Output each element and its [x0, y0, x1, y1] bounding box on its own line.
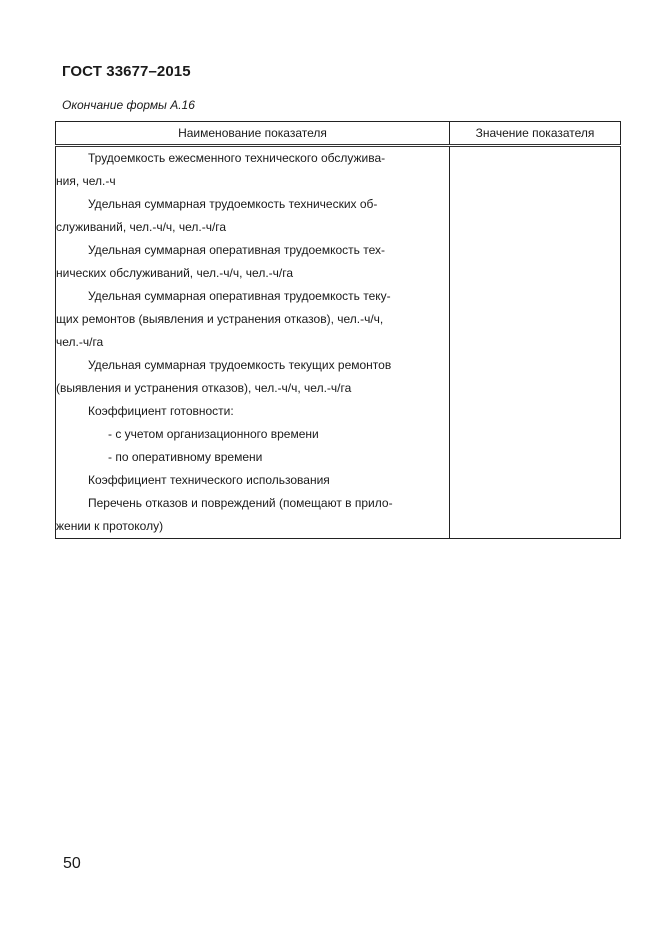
- table-row: [56, 146, 621, 539]
- indicator-line: Удельная суммарная оперативная трудоемкость теку-: [88, 289, 391, 303]
- table-caption: Окончание формы А.16: [62, 98, 195, 112]
- table-header-row: [56, 122, 621, 146]
- indicator-line: Коэффициент готовности:: [88, 404, 234, 418]
- indicator-value-cell: [450, 146, 621, 539]
- indicator-sub-line: - по оперативному времени: [108, 450, 263, 464]
- indicator-sub-line: - с учетом организационного времени: [108, 427, 319, 441]
- page-number: 50: [63, 855, 81, 872]
- indicator-line: Удельная суммарная оперативная трудоемкость тех-: [88, 243, 385, 257]
- indicator-line: (выявления и устранения отказов), чел.-ч/ч, чел.-ч/га: [56, 381, 352, 395]
- indicator-line: Удельная суммарная трудоемкость технических об-: [88, 197, 378, 211]
- column-header-indicator-value: Значение показателя: [450, 122, 621, 146]
- column-header-indicator-name: Наименование показателя: [56, 122, 450, 146]
- indicator-line: Перечень отказов и повреждений (помещают в прило-: [88, 496, 393, 510]
- indicator-line: нических обслуживаний, чел.-ч/ч, чел.-ч/га: [56, 266, 294, 280]
- indicator-line: Коэффициент технического использования: [88, 473, 330, 487]
- indicator-names-cell: [56, 146, 450, 539]
- indicator-line: служиваний, чел.-ч/ч, чел.-ч/га: [56, 220, 227, 234]
- indicator-line: чел.-ч/га: [56, 335, 104, 349]
- indicator-line: Удельная суммарная трудоемкость текущих ремонтов: [88, 358, 392, 372]
- indicator-line: жении к протоколу): [56, 519, 164, 533]
- indicator-line: щих ремонтов (выявления и устранения отказов), чел.-ч/ч,: [56, 312, 384, 326]
- indicator-table: [55, 121, 621, 539]
- indicator-line: Трудоемкость ежесменного технического обслужива-: [88, 151, 386, 165]
- document-code: ГОСТ 33677–2015: [62, 63, 191, 80]
- indicator-line: ния, чел.-ч: [56, 174, 116, 188]
